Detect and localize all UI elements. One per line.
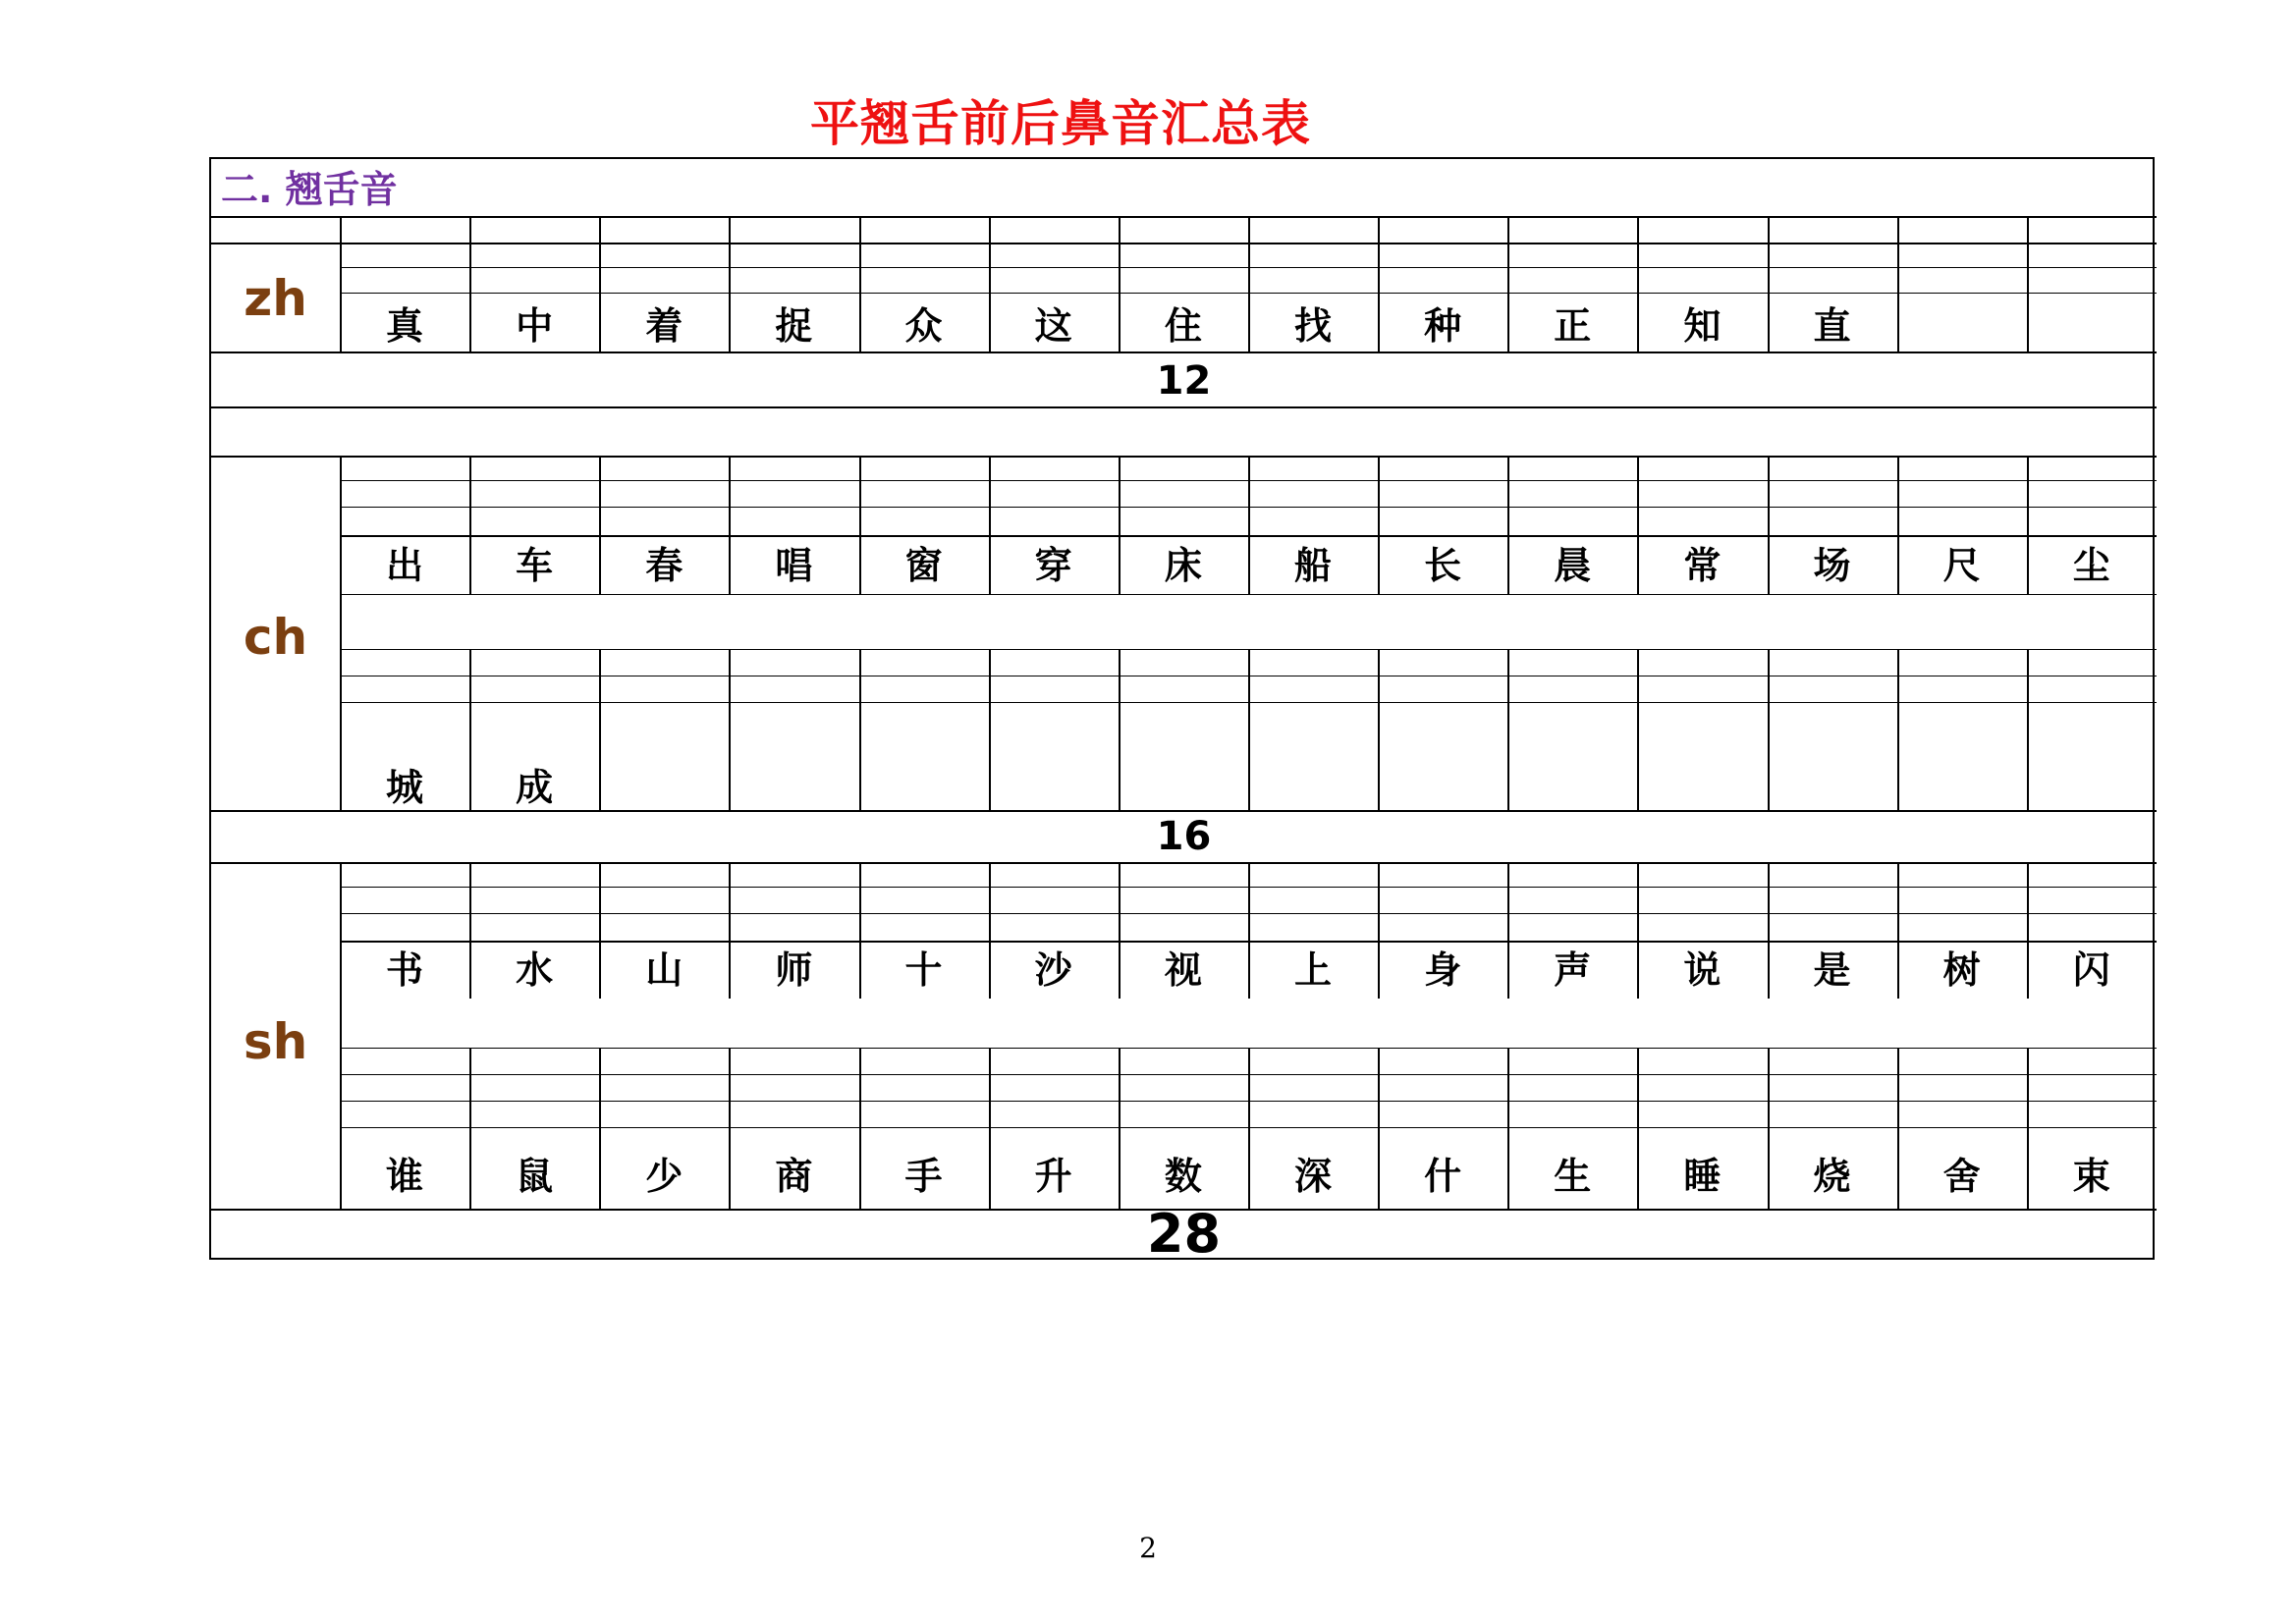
hanzi-cell-ch: 唱 [775,544,813,587]
grid-hline [211,456,2157,458]
initial-zh: zh [244,270,307,327]
grid-vline [1637,216,1639,243]
grid-vline [1119,649,1121,810]
page-title: 平翘舌前后鼻音汇总表 [810,95,1311,152]
grid-hline [211,216,2157,218]
hanzi-cell-sh: 水 [516,948,554,992]
grid-vline [1378,216,1380,243]
section-heading: 二. 翘舌音 [221,168,398,211]
grid-vline [729,216,731,243]
hanzi-cell-ch: 出 [385,544,423,587]
hanzi-cell-sh: 身 [1424,948,1462,992]
grid-vline [2027,243,2029,352]
hanzi-cell-ch: 穿 [1034,544,1072,587]
grid-vline [599,216,601,243]
hanzi-cell-sh: 上 [1293,948,1332,992]
hanzi-cell-sh: 师 [775,948,813,992]
hanzi-cell-zh: 直 [1813,304,1851,348]
initial-sh: sh [243,1013,308,1070]
grid-vline [1897,649,1899,810]
hanzi-cell-ch: 场 [1813,544,1851,587]
count-sh: 28 [1146,1203,1222,1265]
grid-vline [1637,649,1639,810]
grid-hline [340,594,2157,595]
grid-vline [1768,216,1770,243]
grid-vline [1248,216,1250,243]
hanzi-cell-ch: 春 [645,544,683,587]
hanzi-cell-zh: 住 [1164,304,1202,348]
hanzi-cell-sh: 书 [385,948,423,992]
hanzi-cell-sh: 树 [1942,948,1981,992]
hanzi-cell-sh: 手 [904,1155,943,1198]
grid-vline [340,456,342,810]
hanzi-cell-ch: 床 [1164,544,1202,587]
hanzi-cell-zh: 中 [516,304,554,348]
grid-hline [211,862,2157,864]
hanzi-cell-zh: 着 [645,304,683,348]
count-zh: 12 [1156,358,1212,404]
hanzi-cell-sh: 睡 [1683,1155,1722,1198]
grid-vline [1897,243,1899,352]
hanzi-cell-sh: 深 [1293,1155,1332,1198]
grid-vline [1507,216,1509,243]
grid-vline [859,216,861,243]
grid-vline [2027,216,2029,243]
hanzi-cell-zh: 知 [1683,304,1722,348]
grid-vline [1897,216,1899,243]
hanzi-cell-sh: 鼠 [516,1155,554,1198]
grid-vline [1248,649,1250,810]
hanzi-cell-ch: 尘 [2072,544,2110,587]
hanzi-cell-sh: 束 [2072,1155,2110,1198]
hanzi-cell-sh: 是 [1813,948,1851,992]
grid-vline [729,649,731,810]
grid-vline [599,649,601,810]
grid-hline [211,243,2157,244]
hanzi-cell-zh: 找 [1293,304,1332,348]
grid-vline [1768,649,1770,810]
hanzi-cell-ch: 常 [1683,544,1722,587]
hanzi-cell-sh: 舍 [1942,1155,1981,1198]
hanzi-cell-ch: 船 [1293,544,1332,587]
grid-vline [989,649,991,810]
grid-vline [2027,649,2029,810]
hanzi-cell-ch: 城 [385,766,423,809]
hanzi-cell-sh: 少 [645,1155,683,1198]
hanzi-cell-ch: 窗 [904,544,943,587]
hanzi-cell-sh: 升 [1034,1155,1072,1198]
hanzi-cell-ch: 车 [516,544,554,587]
hanzi-cell-sh: 生 [1554,1155,1592,1198]
hanzi-cell-sh: 沙 [1034,948,1072,992]
hanzi-cell-ch: 晨 [1554,544,1592,587]
grid-vline [1119,216,1121,243]
hanzi-cell-zh: 正 [1554,304,1592,348]
page-number: 2 [1139,1532,1157,1564]
hanzi-cell-sh: 视 [1164,948,1202,992]
hanzi-cell-sh: 山 [645,948,683,992]
grid-vline [1507,649,1509,810]
hanzi-cell-zh: 捉 [775,304,813,348]
hanzi-cell-zh: 真 [385,304,423,348]
hanzi-cell-ch: 长 [1424,544,1462,587]
hanzi-cell-sh: 数 [1164,1155,1202,1198]
grid-vline [859,649,861,810]
count-ch: 16 [1156,814,1212,859]
hanzi-cell-ch: 尺 [1942,544,1981,587]
hanzi-cell-sh: 烧 [1813,1155,1851,1198]
hanzi-cell-sh: 商 [775,1155,813,1198]
hanzi-cell-sh: 谁 [385,1155,423,1198]
grid-vline [1378,649,1380,810]
hanzi-cell-sh: 什 [1424,1155,1462,1198]
grid-vline [989,216,991,243]
initial-ch: ch [243,609,308,666]
hanzi-cell-sh: 声 [1554,948,1592,992]
hanzi-cell-ch: 成 [516,766,554,809]
hanzi-cell-zh: 种 [1424,304,1462,348]
hanzi-cell-sh: 闪 [2072,948,2110,992]
summary-table [209,157,2155,1265]
hanzi-cell-zh: 这 [1034,304,1072,348]
grid-vline [469,216,471,243]
hanzi-cell-zh: 众 [904,304,943,348]
hanzi-cell-sh: 十 [904,948,943,992]
hanzi-cell-sh: 说 [1683,948,1722,992]
